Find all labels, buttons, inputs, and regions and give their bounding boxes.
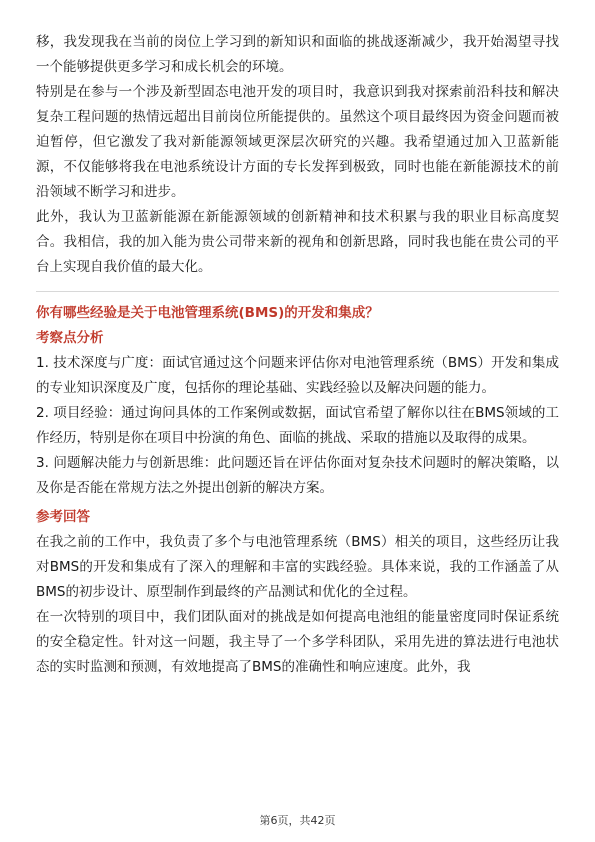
analysis-item-1: 1. 技术深度与广度：面试官通过这个问题来评估你对电池管理系统（BMS）开发和集成的专业知识深度及广度，包括你的理论基础、实践经验以及解决问题的能力。: [36, 355, 559, 396]
section-divider: [36, 291, 559, 292]
intro-paragraph-2: 特别是在参与一个涉及新型固态电池开发的项目时，我意识到我对探索前沿科技和解决复杂工程问题的热情远超出目前岗位所能提供的。虽然这个项目最终因为资金问题而被迫暂停，但它激发了我对新能源领域更深层次研究的兴趣。我希望通过加入卫蓝新能源，不仅能够将我在电池系统设计方面的专长发挥到极致，同时也能在新能源技术的前沿领域不断学习和进步。: [36, 84, 559, 200]
question-title: 你有哪些经验是关于电池管理系统(BMS)的开发和集成？: [36, 305, 379, 321]
intro-paragraph-3: 此外，我认为卫蓝新能源在新能源领域的创新精神和技术积累与我的职业目标高度契合。我相信，我的加入能为贵公司带来新的视角和创新思路，同时我也能在贵公司的平台上实现自我价值的最大化。: [36, 209, 559, 275]
answer-heading: 参考回答: [36, 509, 90, 525]
answer-paragraph-1: 在我之前的工作中，我负责了多个与电池管理系统（BMS）相关的项目，这些经历让我对BMS的开发和集成有了深入的理解和丰富的实践经验。具体来说，我的工作涵盖了从BMS的初步设计、原型制作到最终的产品测试和优化的全过程。: [36, 534, 559, 600]
analysis-item-2: 2. 项目经验：通过询问具体的工作案例或数据，面试官希望了解你以往在BMS领域的工作经历，特别是你在项目中扮演的角色、面临的挑战、采取的措施以及取得的成果。: [36, 405, 559, 446]
analysis-heading: 考察点分析: [36, 330, 104, 346]
document-page: [36, 30, 559, 680]
page-footer: 第6页，共42页: [259, 814, 336, 827]
answer-paragraph-2: 在一次特别的项目中，我们团队面对的挑战是如何提高电池组的能量密度同时保证系统的安全稳定性。针对这一问题，我主导了一个多学科团队，采用先进的算法进行电池状态的实时监测和预测，有效地提高了BMS的准确性和响应速度。此外，我: [36, 609, 559, 675]
intro-paragraph-1: 移，我发现我在当前的岗位上学习到的新知识和面临的挑战逐渐减少，我开始渴望寻找一个能够提供更多学习和成长机会的环境。: [36, 34, 559, 75]
analysis-item-3: 3. 问题解决能力与创新思维：此问题还旨在评估你面对复杂技术问题时的解决策略，以及你是否能在常规方法之外提出创新的解决方案。: [36, 455, 559, 496]
